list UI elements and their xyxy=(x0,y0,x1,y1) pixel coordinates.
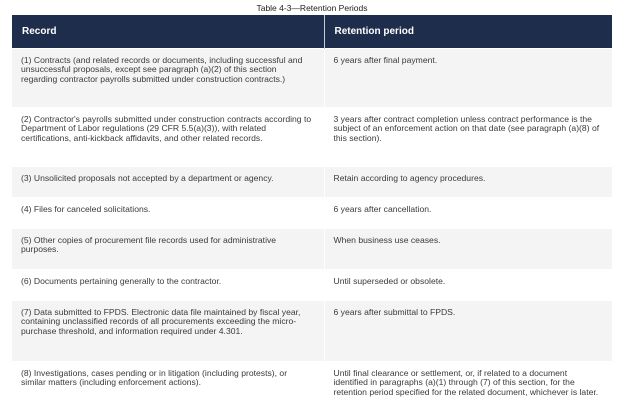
retention-cell: Retain according to agency procedures. xyxy=(324,167,612,198)
table-row xyxy=(12,229,612,270)
table-row xyxy=(12,198,612,229)
table-row xyxy=(12,301,612,362)
retention-cell: 6 years after submittal to FPDS. xyxy=(324,301,612,362)
table-caption: Table 4-3—Retention Periods xyxy=(0,3,624,14)
table-row xyxy=(12,108,612,167)
retention-periods-table xyxy=(12,15,612,420)
table-row xyxy=(12,49,612,108)
table-row xyxy=(12,167,612,198)
retention-cell: 6 years after final payment. xyxy=(324,49,612,108)
column-header-record: Record xyxy=(12,15,324,49)
retention-cell: When business use ceases. xyxy=(324,229,612,270)
record-cell: (4) Files for canceled solicitations. xyxy=(12,198,324,229)
record-cell: (5) Other copies of procurement file records used for administrative purposes. xyxy=(12,229,324,270)
retention-cell: 3 years after contract completion unless contract performance is the subject of an enforcement action on that date (see paragraph (a)(8) of this section). xyxy=(324,108,612,167)
record-cell: (7) Data submitted to FPDS. Electronic data file maintained by fiscal year, containing unclassified records of all procurements exceeding the micro-purchase threshold, and information required under 4.301. xyxy=(12,301,324,362)
record-cell: (6) Documents pertaining generally to the contractor. xyxy=(12,270,324,301)
retention-cell: Until superseded or obsolete. xyxy=(324,270,612,301)
record-cell: (1) Contracts (and related records or documents, including successful and unsuccessful proposals, except see paragraph (a)(2) of this section regarding contractor payrolls submitted under construction contracts.) xyxy=(12,49,324,108)
record-cell: (8) Investigations, cases pending or in litigation (including protests), or similar matters (including enforcement actions). xyxy=(12,362,324,420)
table-row xyxy=(12,270,612,301)
table-header-row xyxy=(12,15,612,49)
record-cell: (3) Unsolicited proposals not accepted by a department or agency. xyxy=(12,167,324,198)
retention-cell: 6 years after cancellation. xyxy=(324,198,612,229)
column-header-retention-period: Retention period xyxy=(324,15,612,49)
retention-cell: Until final clearance or settlement, or, if related to a document identified in paragraphs (a)(1) through (7) of this section, for the retention period specified for the related document, whichever is later. xyxy=(324,362,612,420)
record-cell: (2) Contractor's payrolls submitted under construction contracts according to Department of Labor regulations (29 CFR 5.5(a)(3)), with related certifications, anti-kickback affidavits, and other related records. xyxy=(12,108,324,167)
table-row xyxy=(12,362,612,420)
